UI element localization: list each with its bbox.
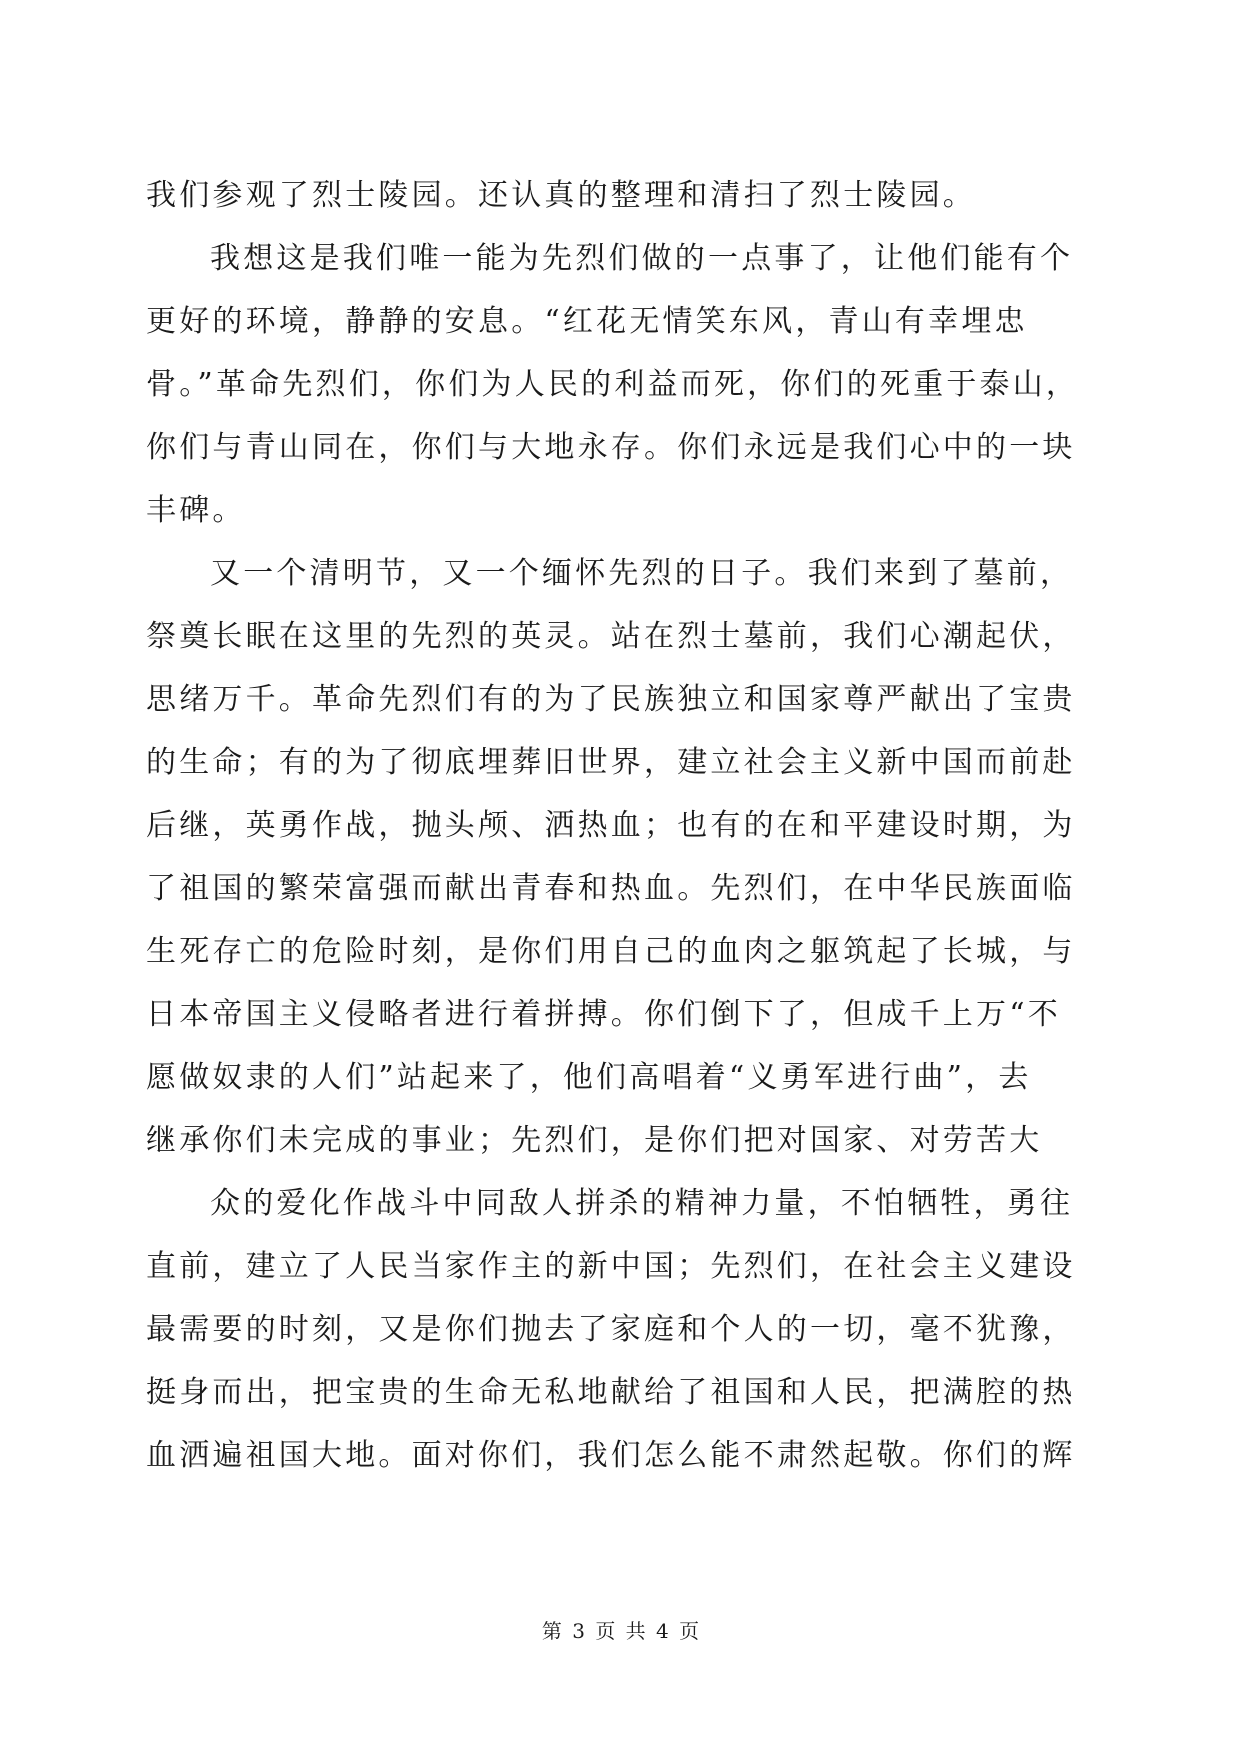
page-number-footer: 第 3 页 共 4 页 bbox=[541, 1619, 700, 1643]
line-text: 思绪万千。革命先烈们有的为了民族独立和国家尊严献出了宝贵 bbox=[146, 682, 1076, 717]
line-text: 挺身而出，把宝贵的生命无私地献给了祖国和人民，把满腔的热 bbox=[146, 1375, 1076, 1410]
line-text: 血洒遍祖国大地。面对你们，我们怎么能不肃然起敬。你们的辉 bbox=[146, 1438, 1076, 1473]
line-text: 后继，英勇作战，抛头颅、洒热血；也有的在和平建设时期，为 bbox=[146, 808, 1076, 843]
line-text: 愿做奴隶的人们”站起来了，他们高唱着“义勇军进行曲”，去 bbox=[146, 1060, 1032, 1095]
line-text: 了祖国的繁荣富强而献出青春和热血。先烈们，在中华民族面临 bbox=[146, 871, 1076, 906]
line-text: 祭奠长眠在这里的先烈的英灵。站在烈士墓前，我们心潮起伏， bbox=[146, 619, 1076, 654]
line-text: 最需要的时刻，又是你们抛去了家庭和个人的一切，毫不犹豫， bbox=[146, 1312, 1076, 1347]
line-text: 日本帝国主义侵略者进行着拼搏。你们倒下了，但成千上万“不 bbox=[146, 997, 1061, 1032]
line-text: 继承你们未完成的事业；先烈们，是你们把对国家、对劳苦大 bbox=[146, 1123, 1043, 1158]
line-text: 直前，建立了人民当家作主的新中国；先烈们，在社会主义建设 bbox=[146, 1249, 1076, 1284]
line-text: 丰碑。 bbox=[146, 493, 246, 528]
line-text: 众的爱化作战斗中同敌人拼杀的精神力量，不怕牺牲，勇往 bbox=[210, 1186, 1074, 1221]
line-text: 又一个清明节，又一个缅怀先烈的日子。我们来到了墓前， bbox=[210, 556, 1074, 591]
line-text: 更好的环境，静静的安息。“红花无情笑东风，青山有幸埋忠 bbox=[146, 304, 1028, 339]
line-text: 你们与青山同在，你们与大地永存。你们永远是我们心中的一块 bbox=[146, 430, 1076, 465]
line-text: 骨。”革命先烈们，你们为人民的利益而死，你们的死重于泰山， bbox=[146, 367, 1080, 402]
line-text: 我想这是我们唯一能为先烈们做的一点事了，让他们能有个 bbox=[210, 241, 1074, 276]
line-text: 的生命；有的为了彻底埋葬旧世界，建立社会主义新中国而前赴 bbox=[146, 745, 1076, 780]
line-text: 生死存亡的危险时刻，是你们用自己的血肉之躯筑起了长城，与 bbox=[146, 934, 1076, 969]
line-text: 我们参观了烈士陵园。还认真的整理和清扫了烈士陵园。 bbox=[146, 178, 976, 213]
